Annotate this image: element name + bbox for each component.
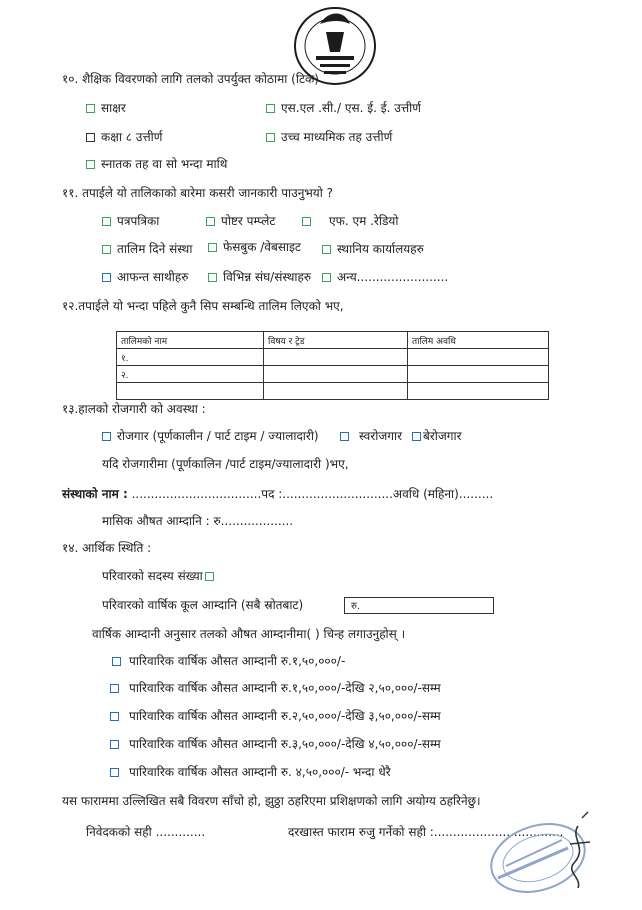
- income-band-5[interactable]: पारिवारिक वार्षिक औसत आम्दानी रु. ४,५०,०००/- भन्दा धेरै: [110, 765, 391, 779]
- q11-option-fm-radio[interactable]: एफ. एम .रेडियो: [302, 214, 398, 228]
- q14-instruction: वार्षिक आम्दानी अनुसार तलको औषत आम्दानीमा( ) चिन्ह लगाउनुहोस् ।: [92, 627, 406, 641]
- table-cell[interactable]: १.: [117, 349, 264, 366]
- checkbox-icon[interactable]: [266, 104, 275, 113]
- income-band-2[interactable]: पारिवारिक वार्षिक औसत आम्दानी रु.१,५०,०००/-देखि २,५०,०००/-सम्म: [110, 681, 441, 695]
- q10-option-higher-secondary[interactable]: उच्च माध्यमिक तह उत्तीर्ण: [266, 130, 392, 144]
- q10-option-bachelor[interactable]: स्नातक तह वा सो भन्दा माथि: [86, 157, 227, 171]
- applicant-signature[interactable]: निवेदकको सही .............: [86, 825, 206, 839]
- q10-option-class8[interactable]: कक्षा ८ उत्तीर्ण: [86, 130, 162, 144]
- table-header: तालिम अवधि: [408, 332, 549, 349]
- income-band-4[interactable]: पारिवारिक वार्षिक औसत आम्दानी रु.३,५०,०००/-देखि ४,५०,०००/-सम्म: [110, 737, 441, 751]
- table-cell[interactable]: [408, 383, 549, 400]
- checkbox-icon[interactable]: [340, 432, 349, 441]
- q11-title: ११. तपाईले यो तालिकाको बारेमा कसरी जानकारी पाउनुभयो ?: [62, 186, 334, 200]
- checkbox-icon[interactable]: [205, 572, 214, 581]
- q14-annual-income-label: परिवारको वार्षिक कूल आम्दानि (सबै स्रोतबाट): [102, 598, 304, 612]
- table-cell[interactable]: [408, 366, 549, 383]
- q12-title: १२.तपाईले यो भन्दा पहिले कुनै सिप सम्बन्धि तालिम लिएको भए,: [62, 299, 344, 313]
- income-band-1[interactable]: पारिवारिक वार्षिक औसत आम्दानी रु.१,५०,०००/-: [112, 654, 345, 668]
- table-cell[interactable]: [264, 349, 408, 366]
- q11-option-other[interactable]: अन्य........................: [322, 270, 448, 284]
- org-details-fields[interactable]: ..................................पद :.............................अवधि (महिना).........: [127, 487, 494, 501]
- q11-option-local-office[interactable]: स्थानिय कार्यालयहरु: [322, 242, 424, 256]
- table-row[interactable]: [117, 349, 549, 366]
- table-header: विषय र ट्रेड: [264, 332, 408, 349]
- checkbox-icon[interactable]: [206, 217, 215, 226]
- q13-option-employed[interactable]: रोजगार (पूर्णकालीन / पार्ट टाइम / ज्यालादारी): [102, 429, 319, 443]
- q13-if-employed: यदि रोजगारीमा (पूर्णकालिन /पार्ट टाइम/ज्यालादारी )भए,: [102, 457, 349, 471]
- q11-option-facebook[interactable]: फेसबुक /वेबसाइट: [208, 240, 301, 254]
- q14-title: १४. आर्थिक स्थिति :: [62, 541, 152, 555]
- table-header-row: [117, 332, 549, 349]
- table-cell[interactable]: [408, 349, 549, 366]
- declaration-text: यस फाराममा उल्लिखित सबै विवरण साँचो हो, झुठ्ठा ठहरिएमा प्रशिक्षणको लागि अयोग्य ठहरिनेछु।: [62, 794, 481, 808]
- checkbox-icon[interactable]: [102, 432, 111, 441]
- income-band-3[interactable]: पारिवारिक वार्षिक औसत आम्दानी रु.२,५०,०००/-देखि ३,५०,०००/-सम्म: [110, 709, 441, 723]
- checkbox-icon[interactable]: [86, 133, 95, 142]
- table-row[interactable]: [117, 366, 549, 383]
- checkbox-icon[interactable]: [110, 684, 119, 693]
- annual-income-field[interactable]: रु.: [344, 597, 494, 614]
- q10-option-slc[interactable]: एस.एल .सी./ एस. ई. ई. उत्तीर्ण: [266, 101, 421, 115]
- table-cell[interactable]: [264, 383, 408, 400]
- table-row[interactable]: [117, 383, 549, 400]
- verifier-signature[interactable]: दरखास्त फाराम रुजु गर्नेको सही :..................................: [288, 825, 564, 839]
- checkbox-icon[interactable]: [102, 245, 111, 254]
- checkbox-icon[interactable]: [302, 217, 311, 226]
- q10-option-literate[interactable]: साक्षर: [86, 101, 126, 115]
- checkbox-icon[interactable]: [266, 133, 275, 142]
- checkbox-icon[interactable]: [102, 217, 111, 226]
- checkbox-icon[interactable]: [322, 273, 331, 282]
- previous-training-table: [116, 331, 549, 400]
- checkbox-icon[interactable]: [102, 273, 111, 282]
- q13-monthly-income[interactable]: मासिक औषत आम्दानि : रु...................: [102, 514, 294, 528]
- q11-option-training-org[interactable]: तालिम दिने संस्था: [102, 242, 192, 256]
- q13-title: १३.हालको रोजगारी को अवस्था :: [62, 402, 206, 416]
- q13-org-line[interactable]: [62, 487, 493, 501]
- q10-title: १०. शैक्षिक विवरणको लागि तलको उपर्युक्त कोठामा (टिक): [62, 72, 319, 86]
- q13-option-self-employed[interactable]: स्वरोजगार: [340, 429, 402, 443]
- checkbox-icon[interactable]: [208, 243, 217, 252]
- table-cell[interactable]: २.: [117, 366, 264, 383]
- org-name-label: संस्थाको नाम :: [62, 487, 128, 501]
- checkbox-icon[interactable]: [412, 432, 421, 441]
- checkbox-icon[interactable]: [86, 160, 95, 169]
- checkbox-icon[interactable]: [110, 712, 119, 721]
- q11-option-relatives[interactable]: आफन्त साथीहरु: [102, 270, 188, 284]
- checkbox-icon[interactable]: [112, 657, 121, 666]
- checkbox-icon[interactable]: [110, 740, 119, 749]
- q14-family-size[interactable]: परिवारको सदस्य संख्या: [102, 569, 220, 583]
- checkbox-icon[interactable]: [86, 104, 95, 113]
- checkbox-icon[interactable]: [208, 273, 217, 282]
- checkbox-icon[interactable]: [322, 245, 331, 254]
- table-cell[interactable]: [264, 366, 408, 383]
- q13-option-unemployed[interactable]: बेरोजगार: [412, 429, 462, 443]
- checkbox-icon[interactable]: [110, 768, 119, 777]
- q11-option-associations[interactable]: विभिन्न संघ/संस्थाहरु: [208, 270, 311, 284]
- office-stamp: [478, 808, 628, 898]
- table-cell[interactable]: [117, 383, 264, 400]
- q11-option-newspaper[interactable]: पत्रपत्रिका: [102, 214, 159, 228]
- table-header: तालिमको नाम: [117, 332, 264, 349]
- q11-option-poster[interactable]: पोष्टर पम्प्लेट: [206, 214, 275, 228]
